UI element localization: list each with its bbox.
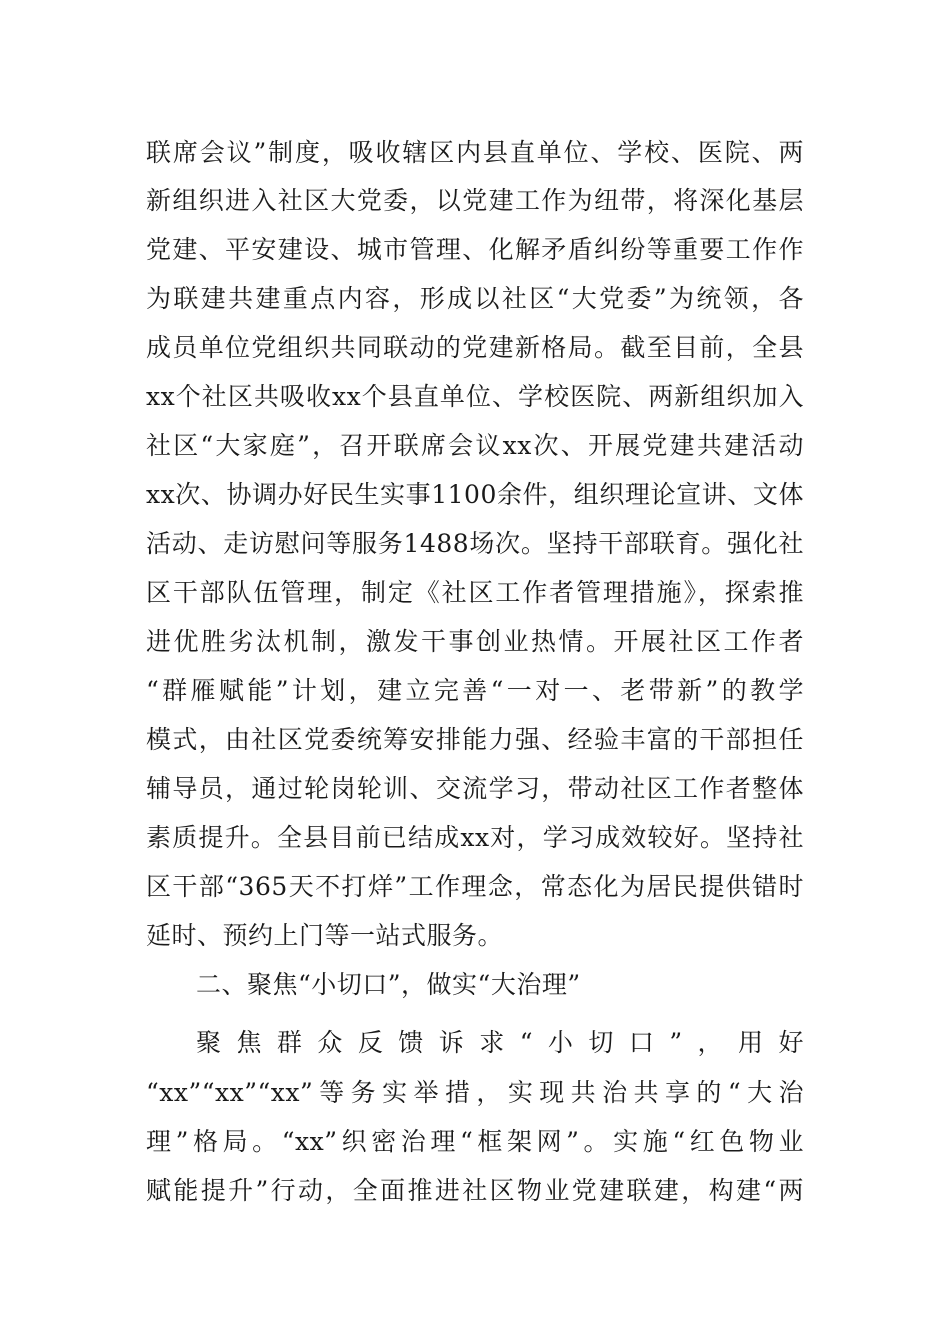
body-text-line: xx次、协调办好民生实事1100余件，组织理论宣讲、文体 — [146, 480, 804, 509]
body-text-line: 进优胜劣汰机制，激发干事创业热情。开展社区工作者 — [146, 627, 804, 656]
body-text-line: 模式，由社区党委统筹安排能力强、经验丰富的干部担任 — [146, 725, 804, 754]
body-text-line: 聚焦群众反馈诉求“小切口”，用好 — [196, 1028, 804, 1057]
body-text-line: 为联建共建重点内容，形成以社区“大党委”为统领，各 — [146, 284, 804, 313]
body-text-line: 新组织进入社区大党委，以党建工作为纽带，将深化基层 — [146, 186, 804, 215]
body-text-line: 成员单位党组织共同联动的党建新格局。截至目前，全县 — [146, 333, 804, 362]
body-text-line: 理”格局。“xx”织密治理“框架网”。实施“红色物业 — [146, 1127, 804, 1156]
body-text-line: 区干部队伍管理，制定《社区工作者管理措施》，探索推 — [146, 578, 804, 607]
body-text-line: 党建、平安建设、城市管理、化解矛盾纠纷等重要工作作 — [146, 235, 804, 264]
body-text-line: 赋能提升”行动，全面推进社区物业党建联建，构建“两 — [146, 1176, 804, 1205]
body-text-line: 延时、预约上门等一站式服务。 — [146, 921, 504, 950]
body-text-line: 区干部“365天不打烊”工作理念，常态化为居民提供错时 — [146, 872, 804, 901]
body-text-line: 活动、走访慰问等服务1488场次。坚持干部联育。强化社 — [146, 529, 804, 558]
body-text-line: 辅导员，通过轮岗轮训、交流学习，带动社区工作者整体 — [146, 774, 804, 803]
section-heading: 二、聚焦“小切口”，做实“大治理” — [196, 970, 581, 999]
body-text-line: 社区“大家庭”，召开联席会议xx次、开展党建共建活动 — [146, 431, 804, 460]
body-text-line: xx个社区共吸收xx个县直单位、学校医院、两新组织加入 — [146, 382, 804, 411]
body-text-line: 素质提升。全县目前已结成xx对，学习成效较好。坚持社 — [146, 823, 804, 852]
body-text-line: “群雁赋能”计划，建立完善“一对一、老带新”的教学 — [146, 676, 804, 705]
body-text-line: “xx”“xx”“xx”等务实举措，实现共治共享的“大治 — [146, 1078, 804, 1107]
body-text-line: 联席会议”制度，吸收辖区内县直单位、学校、医院、两 — [146, 138, 804, 167]
